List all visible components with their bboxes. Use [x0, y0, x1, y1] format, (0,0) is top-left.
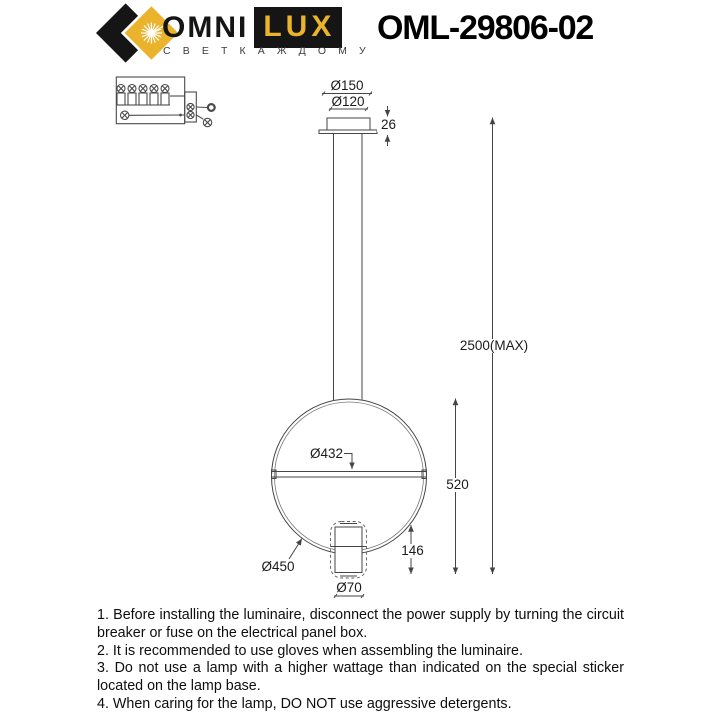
installation-instructions: [97, 607, 624, 714]
model-number: OML-29806-02: [377, 9, 594, 47]
dim-canopy-inner-diameter: Ø120: [331, 94, 365, 109]
instruction-item-3: 3. Do not use a lamp with a higher wattage than indicated on the special sticker located on the lamp base.: [97, 660, 624, 695]
instruction-item-1: 1. Before installing the luminaire, disconnect the power supply by turning the circuit breaker or fuse on the electrical panel box.: [97, 607, 624, 641]
ceiling-canopy: [319, 118, 377, 134]
dim-outer-ring-diameter: Ø450: [261, 559, 295, 574]
dim-canopy-height: 26: [377, 118, 400, 132]
dim-ring-height: 520: [444, 478, 471, 492]
inner-diameter-leader: [344, 454, 352, 470]
dim-inner-ring-diameter: Ø432: [309, 446, 343, 461]
brand-tagline: С В Е Т К А Ж Д О М У: [163, 45, 371, 57]
dim-lamp-height: 146: [399, 544, 426, 558]
outer-diameter-leader: [289, 539, 302, 560]
instruction-item-2: 2. It is recommended to use gloves when assembling the luminaire.: [97, 642, 523, 659]
instruction-item-4: 4. When caring for the lamp, DO NOT use aggressive detergents.: [97, 695, 512, 712]
lamp-bulb: [331, 522, 367, 579]
suspension-rod: [334, 134, 363, 401]
dim-canopy-outer-diameter: Ø150: [330, 78, 364, 93]
dim-lamp-diameter: Ø70: [336, 580, 362, 595]
horizontal-bar: [272, 470, 427, 479]
brand-name-omni: OMNI: [162, 10, 249, 44]
dim-max-suspension-height: 2500(MAX): [455, 339, 533, 353]
brand-name-lux: LUX: [263, 10, 336, 43]
